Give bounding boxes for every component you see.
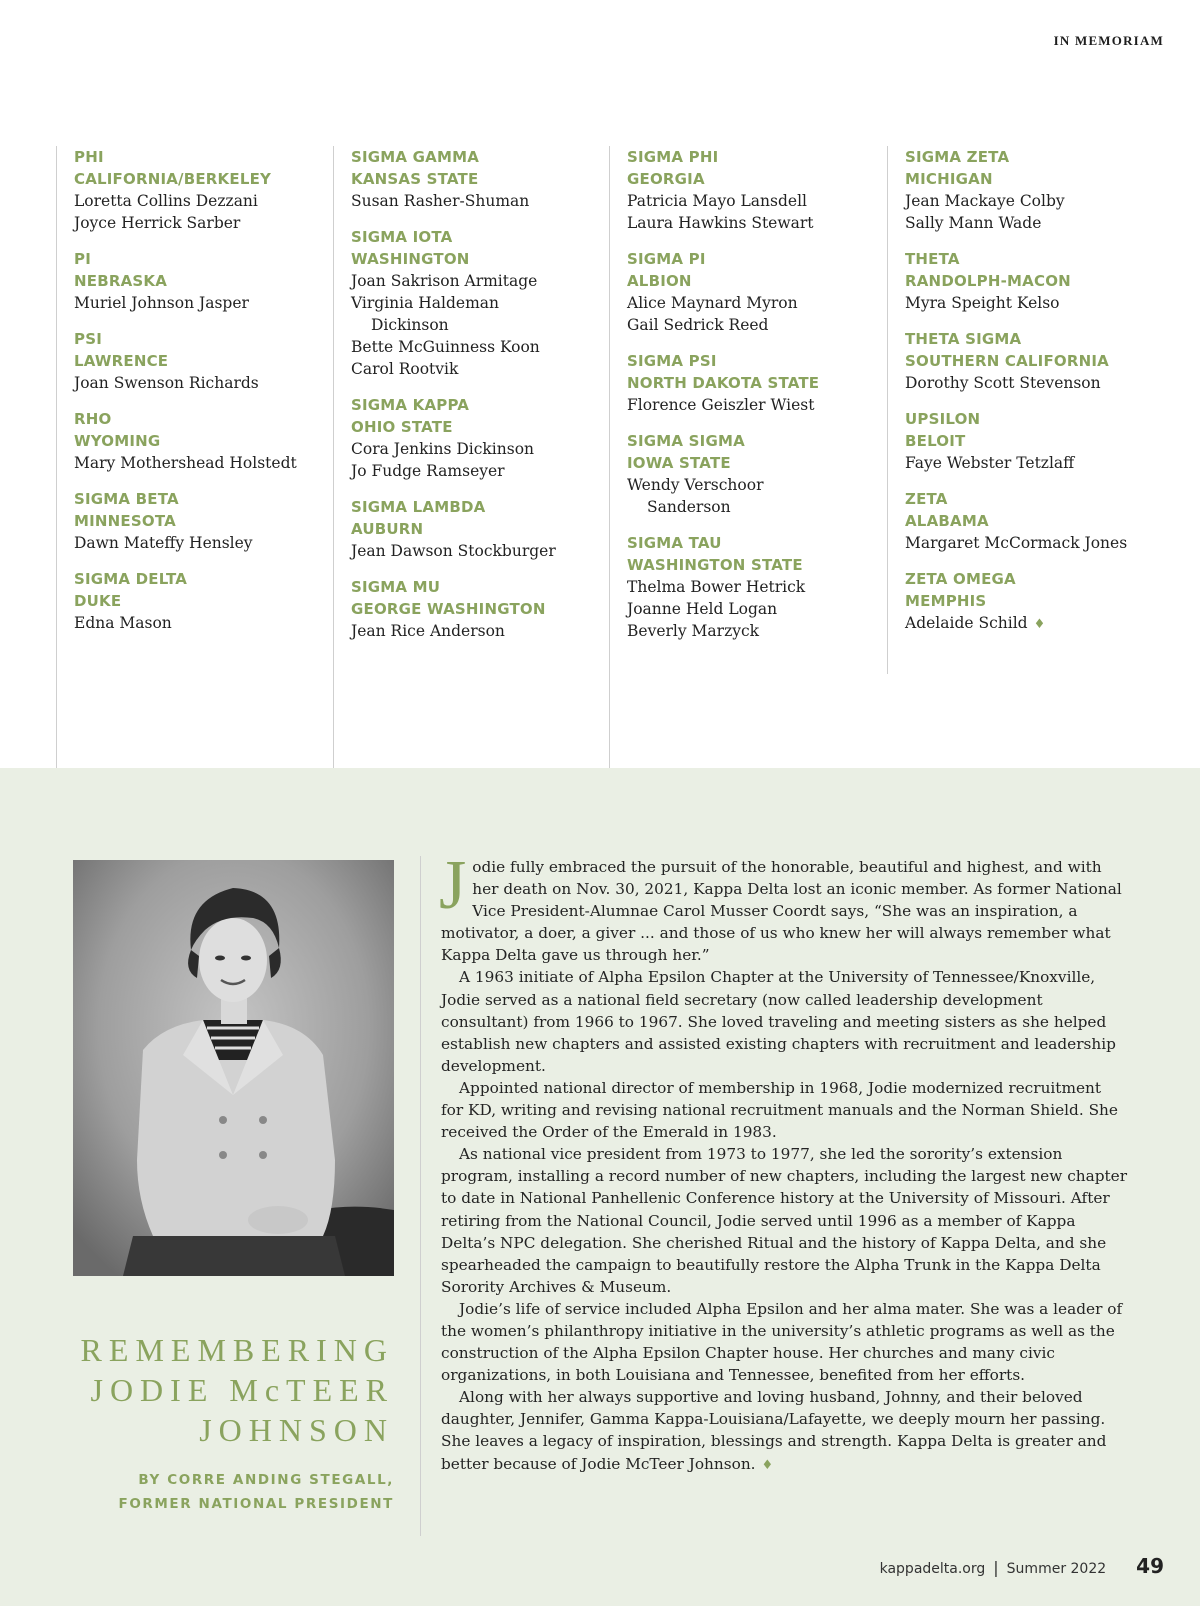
- chapter-school: MINNESOTA: [74, 512, 176, 530]
- chapter-name: SIGMA SIGMA: [627, 432, 745, 450]
- article-paragraph: As national vice president from 1973 to 1977, she led the sorority’s extension program, installing a record number of new chapters, including the largest new chapter to date in National Panhellenic Conference history at the University of Missouri. After retiring from the National Council, Jodie served until 1996 as a member of Kappa Delta’s NPC delegation. She cherished Ritual and the history of Kappa Delta, and she spearheaded the campaign to beautifully restore the Alpha Trunk in the Kappa Delta Sorority Archives & Museum.: [441, 1145, 1128, 1296]
- member-name: Adelaide Schild: [905, 614, 1028, 632]
- chapter-name: SIGMA MU: [351, 578, 441, 596]
- chapter-entry: [905, 328, 1177, 394]
- chapter-school: NORTH DAKOTA STATE: [627, 374, 820, 392]
- member-name: Dawn Mateffy Hensley: [74, 534, 253, 552]
- member-name: Cora Jenkins Dickinson: [351, 440, 535, 458]
- member-name: Jean Mackaye Colby: [905, 192, 1065, 210]
- chapter-school: RANDOLPH-MACON: [905, 272, 1071, 290]
- chapter-name: ZETA OMEGA: [905, 570, 1016, 588]
- member-name-wrap: Dickinson: [371, 316, 449, 334]
- chapter-entry: [351, 496, 593, 562]
- member-name: Joyce Herrick Sarber: [74, 214, 241, 232]
- member-name: Jo Fudge Ramseyer: [351, 462, 505, 480]
- chapter-name: SIGMA PI: [627, 250, 706, 268]
- tribute-title-line: JOHNSON: [199, 1412, 394, 1448]
- member-name: Dorothy Scott Stevenson: [905, 374, 1101, 392]
- tribute-section: [0, 768, 1200, 1606]
- chapter-entry: [351, 576, 593, 642]
- chapter-school: DUKE: [74, 592, 122, 610]
- section-label: IN MEMORIAM: [1053, 33, 1164, 48]
- tribute-title-line: REMEMBERING: [80, 1332, 394, 1368]
- chapter-entry: [351, 226, 593, 380]
- member-name: Virginia Haldeman: [351, 294, 500, 312]
- chapter-school: OHIO STATE: [351, 418, 453, 436]
- tribute-title-line: JODIE McTEER: [90, 1372, 394, 1408]
- chapter-entry: [74, 328, 316, 394]
- member-name: Joanne Held Logan: [627, 600, 778, 618]
- member-name: Margaret McCormack Jones: [905, 534, 1128, 552]
- chapter-name: THETA: [905, 250, 960, 268]
- member-name-continued: [627, 496, 869, 518]
- chapter-name: THETA SIGMA: [905, 330, 1022, 348]
- chapter-entry: [74, 568, 316, 634]
- chapter-entry: [627, 146, 869, 234]
- member-name: Florence Geiszler Wiest: [627, 396, 815, 414]
- member-name: Wendy Verschoor: [627, 476, 764, 494]
- article-paragraph: Jodie’s life of service included Alpha Epsilon and her alma mater. She was a leader of the women’s philanthropy initiative in the university’s athletic programs as well as the construction of the Alpha Epsilon Chapter house. Her churches and many civic organizations, in both Louisiana and Tennessee, benefited from her efforts.: [441, 1299, 1123, 1385]
- chapter-entry: [74, 146, 316, 234]
- chapter-school: GEORGIA: [627, 170, 705, 188]
- chapter-school: AUBURN: [351, 520, 424, 538]
- chapter-name: SIGMA IOTA: [351, 228, 453, 246]
- article-paragraph: [439, 847, 1128, 966]
- chapter-school: MEMPHIS: [905, 592, 987, 610]
- member-name: Mary Mothershead Holstedt: [74, 454, 297, 472]
- chapter-entry: [74, 248, 316, 314]
- chapter-school: ALABAMA: [905, 512, 989, 530]
- member-name: Susan Rasher-Shuman: [351, 192, 530, 210]
- chapter-name: ZETA: [905, 490, 948, 508]
- portrait-photo: [73, 860, 394, 1276]
- drop-cap: J: [439, 847, 467, 924]
- chapter-name: SIGMA GAMMA: [351, 148, 480, 166]
- chapter-entry: [74, 488, 316, 554]
- footer-site: kappadelta.org: [879, 1561, 986, 1577]
- chapter-school: IOWA STATE: [627, 454, 731, 472]
- chapter-name: SIGMA ZETA: [905, 148, 1010, 166]
- diamond-icon: ♦: [1033, 617, 1046, 632]
- paragraph-text: odie fully embraced the pursuit of the honorable, beautiful and highest, and with her death on Nov. 30, 2021, Kappa Delta lost an iconic member. As former National Vice President-Alumnae Carol Musser Coordt says, “She was an inspiration, a motivator, a doer, a giver ... and those of us who knew her will always remember what Kappa Delta gave us through her.”: [441, 858, 1122, 965]
- member-name: Faye Webster Tetzlaff: [905, 454, 1075, 472]
- byline-line: FORMER NATIONAL PRESIDENT: [118, 1496, 394, 1512]
- chapter-entry: [905, 488, 1177, 554]
- diamond-icon: ♦: [761, 1457, 774, 1473]
- member-name: Joan Sakrison Armitage: [351, 272, 538, 290]
- byline: [34, 1468, 394, 1516]
- chapter-school: ALBION: [627, 272, 692, 290]
- byline-line: BY CORRE ANDING STEGALL,: [138, 1472, 394, 1488]
- page-number: 49: [1136, 1554, 1164, 1578]
- member-name-continued: [351, 314, 593, 336]
- memoriam-columns: [0, 146, 1200, 768]
- memoriam-column-2: [333, 146, 593, 768]
- tribute-heading: [34, 1330, 394, 1516]
- member-name: Muriel Johnson Jasper: [74, 294, 249, 312]
- chapter-name: PI: [74, 250, 91, 268]
- chapter-entry: [351, 146, 593, 212]
- article-paragraph-last: [441, 1386, 1128, 1476]
- chapter-name: SIGMA TAU: [627, 534, 722, 552]
- chapter-entry: [627, 248, 869, 336]
- chapter-school: MICHIGAN: [905, 170, 993, 188]
- member-name: Beverly Marzyck: [627, 622, 760, 640]
- chapter-school: WYOMING: [74, 432, 161, 450]
- chapter-entry: [905, 408, 1177, 474]
- chapter-name: SIGMA KAPPA: [351, 396, 470, 414]
- chapter-school: LAWRENCE: [74, 352, 169, 370]
- member-name-with-end-mark: [905, 612, 1177, 636]
- chapter-entry: [351, 394, 593, 482]
- article-paragraph: A 1963 initiate of Alpha Epsilon Chapter at the University of Tennessee/Knoxville, Jodie served as a national field secretary (now called leadership development consultant) from 1966 to 1967. She loved traveling and meeting sisters as she helped establish new chapters and assisted existing chapters with recruitment and leadership development.: [441, 968, 1116, 1075]
- member-name: Thelma Bower Hetrick: [627, 578, 806, 596]
- footer-issue: Summer 2022: [1006, 1561, 1107, 1577]
- chapter-name: SIGMA PHI: [627, 148, 719, 166]
- member-name: Bette McGuinness Koon: [351, 338, 540, 356]
- member-name: Alice Maynard Myron: [627, 294, 798, 312]
- chapter-entry: [627, 532, 869, 642]
- member-name-wrap: Sanderson: [647, 498, 731, 516]
- chapter-name: UPSILON: [905, 410, 981, 428]
- chapter-school: NEBRASKA: [74, 272, 168, 290]
- chapter-name: SIGMA DELTA: [74, 570, 188, 588]
- chapter-school: SOUTHERN CALIFORNIA: [905, 352, 1109, 370]
- memoriam-column-3: [609, 146, 869, 768]
- member-name: Carol Rootvik: [351, 360, 459, 378]
- chapter-entry: [74, 408, 316, 474]
- member-name: Jean Dawson Stockburger: [351, 542, 556, 560]
- chapter-school: BELOIT: [905, 432, 966, 450]
- member-name: Loretta Collins Dezzani: [74, 192, 258, 210]
- chapter-name: SIGMA PSI: [627, 352, 717, 370]
- member-name: Gail Sedrick Reed: [627, 316, 769, 334]
- page-footer: [880, 1554, 1164, 1578]
- member-name: Myra Speight Kelso: [905, 294, 1060, 312]
- chapter-school: GEORGE WASHINGTON: [351, 600, 546, 618]
- article-paragraph: Appointed national director of membership in 1968, Jodie modernized recruitment for KD, writing and revising national recruitment manuals and the Norman Shield. She received the Order of the Emerald in 1983.: [441, 1078, 1118, 1142]
- chapter-entry: [627, 430, 869, 518]
- member-name: Jean Rice Anderson: [351, 622, 505, 640]
- member-name: Sally Mann Wade: [905, 214, 1042, 232]
- member-name: Edna Mason: [74, 614, 172, 632]
- chapter-entry: [905, 248, 1177, 314]
- memoriam-column-4: [887, 146, 1177, 674]
- chapter-name: PHI: [74, 148, 104, 166]
- chapter-name: PSI: [74, 330, 102, 348]
- tribute-article: [420, 847, 1128, 1536]
- portrait-illustration: [73, 860, 394, 1276]
- memoriam-column-1: [56, 146, 316, 768]
- member-name: Laura Hawkins Stewart: [627, 214, 814, 232]
- footer-separator: |: [993, 1558, 999, 1577]
- chapter-name: SIGMA LAMBDA: [351, 498, 486, 516]
- chapter-school: WASHINGTON STATE: [627, 556, 803, 574]
- chapter-entry: [627, 350, 869, 416]
- chapter-school: KANSAS STATE: [351, 170, 479, 188]
- chapter-entry: [905, 146, 1177, 234]
- chapter-name: SIGMA BETA: [74, 490, 179, 508]
- member-name: Patricia Mayo Lansdell: [627, 192, 807, 210]
- chapter-school: WASHINGTON: [351, 250, 470, 268]
- chapter-name: RHO: [74, 410, 112, 428]
- chapter-school: CALIFORNIA/BERKELEY: [74, 170, 272, 188]
- paragraph-text: Along with her always supportive and loving husband, Johnny, and their beloved daughter, Jennifer, Gamma Kappa-Louisiana/Lafayette, we deeply mourn her passing. She leaves a legacy of inspiration, blessings and strength. Kappa Delta is greater and better because of Jodie McTeer Johnson.: [441, 1388, 1107, 1473]
- member-name: Joan Swenson Richards: [74, 374, 259, 392]
- chapter-entry: [905, 568, 1177, 636]
